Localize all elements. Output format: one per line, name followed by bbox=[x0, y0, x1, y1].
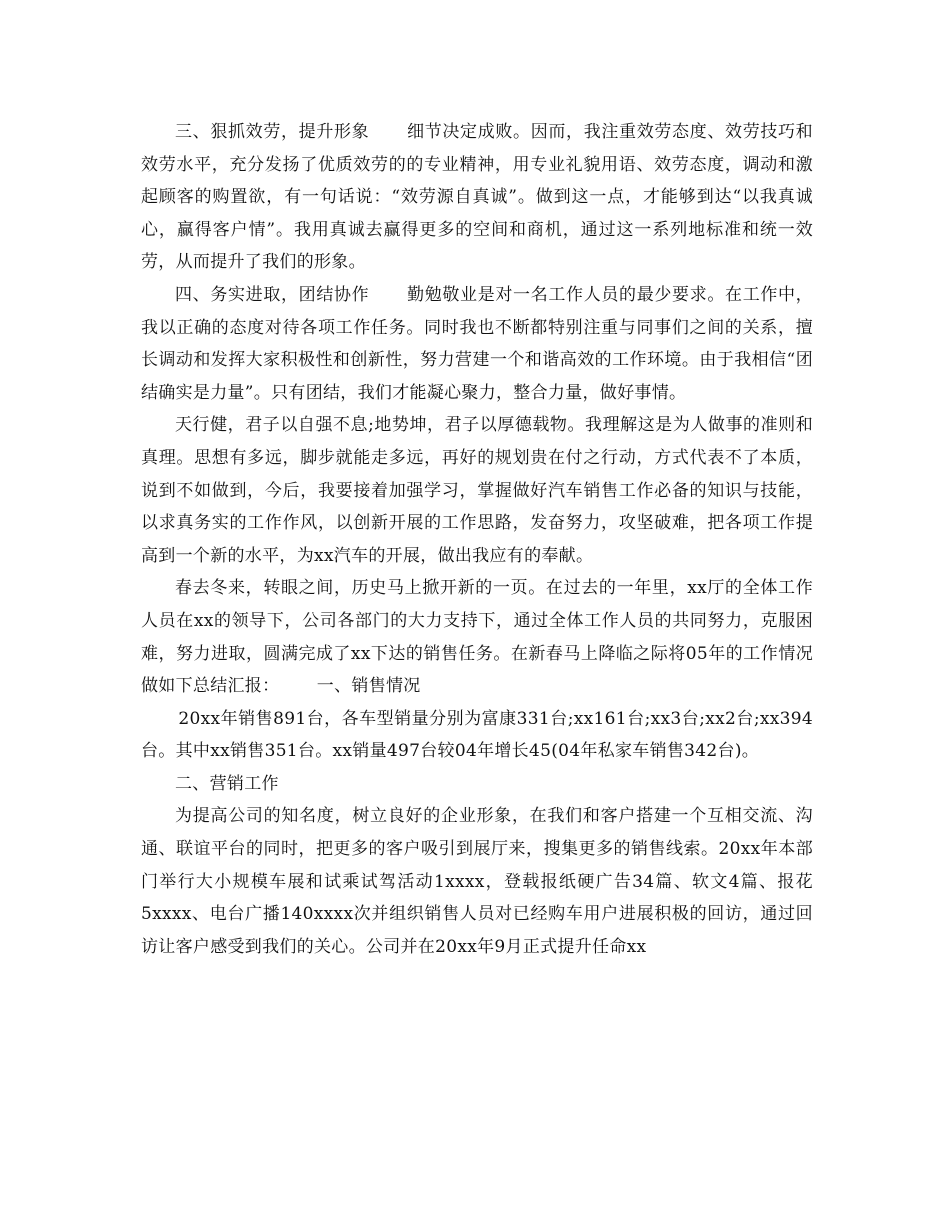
paragraph-summary-intro bbox=[141, 572, 813, 702]
paragraph-text: 天行健，君子以自强不息;地势坤，君子以厚德载物。我理解这是为人做事的准则和真理。思想有多远，脚步就能走多远，再好的规划贵在付之行动，方式代表不了本质，说到不如做到，今后，我要接着加强学习，掌握做好汽车销售工作必备的知识与技能，以求真务实的工作作风，以创新开展的工作思路，发奋努力，攻坚破难，把各项工作提高到一个新的水平，为xx汽车的开展，做出我应有的奉献。 bbox=[141, 415, 813, 566]
paragraph-text: 为提高公司的知名度，树立良好的企业形象，在我们和客户搭建一个互相交流、沟通、联谊平台的同时，把更多的客户吸引到展厅来，搜集更多的销售线索。20xx年本部门举行大小规模车展和试乘试驾活动1xxxx，登载报纸硬广告34篇、软文4篇、报花5xxxx、电台广播140xxxx次并组织销售人员对已经购车用户进展积极的回访，通过回访让客户感受到我们的关心。公司并在20xx年9月正式提升任命xx bbox=[141, 806, 813, 957]
section-heading-sales: 一、销售情况 bbox=[316, 676, 421, 697]
paragraph-text: 勤勉敬业是对一名工作人员的最少要求。在工作中，我以正确的态度对待各项工作任务。同时我也不断都特别注重与同事们之间的关系，擅长调动和发挥大家积极性和创新性，努力营建一个和谐高效的工作环境。由于我相信“团结确实是力量”。只有团结，我们才能凝心聚力，整合力量，做好事情。 bbox=[141, 284, 813, 403]
paragraph-service bbox=[141, 116, 813, 279]
paragraph-text: 春去冬来，转眼之间，历史马上掀开新的一页。在过去的一年里，xx厅的全体工作人员在xx的领导下，公司各部门的大力支持下，通过全体工作人员的共同努力，克服困难，努力进取，圆满完成了xx下达的销售任务。在新春马上降临之际将05年的工作情况做如下总结汇报： bbox=[141, 578, 813, 697]
paragraph-sales-figures bbox=[141, 703, 813, 768]
paragraph-marketing bbox=[141, 800, 813, 963]
paragraph-teamwork bbox=[141, 279, 813, 409]
paragraph-text: 二、营销工作 bbox=[175, 773, 279, 794]
paragraph-text: 细节决定成败。因而，我注重效劳态度、效劳技巧和效劳水平，充分发扬了优质效劳的的专业精神，用专业礼貌用语、效劳态度，调动和激起顾客的购置欲，有一句话说：“效劳源自真诚”。做到这一点，才能够到达“以我真诚心，赢得客户情”。我用真诚去赢得更多的空间和商机，通过这一系列地标准和统一效劳，从而提升了我们的形象。 bbox=[141, 122, 813, 273]
paragraph-philosophy bbox=[141, 409, 813, 572]
document-body bbox=[141, 116, 813, 963]
paragraph-text: 20xx年销售891台，各车型销量分别为富康331台;xx161台;xx3台;xx2台;xx394台。其中xx销售351台。xx销量497台较04年增长45(04年私家车销售342台)。 bbox=[141, 708, 813, 762]
section-heading-teamwork: 四、务实进取，团结协作 bbox=[175, 284, 370, 305]
section-heading-service: 三、狠抓效劳，提升形象 bbox=[175, 122, 370, 142]
section-heading-marketing bbox=[141, 768, 813, 801]
